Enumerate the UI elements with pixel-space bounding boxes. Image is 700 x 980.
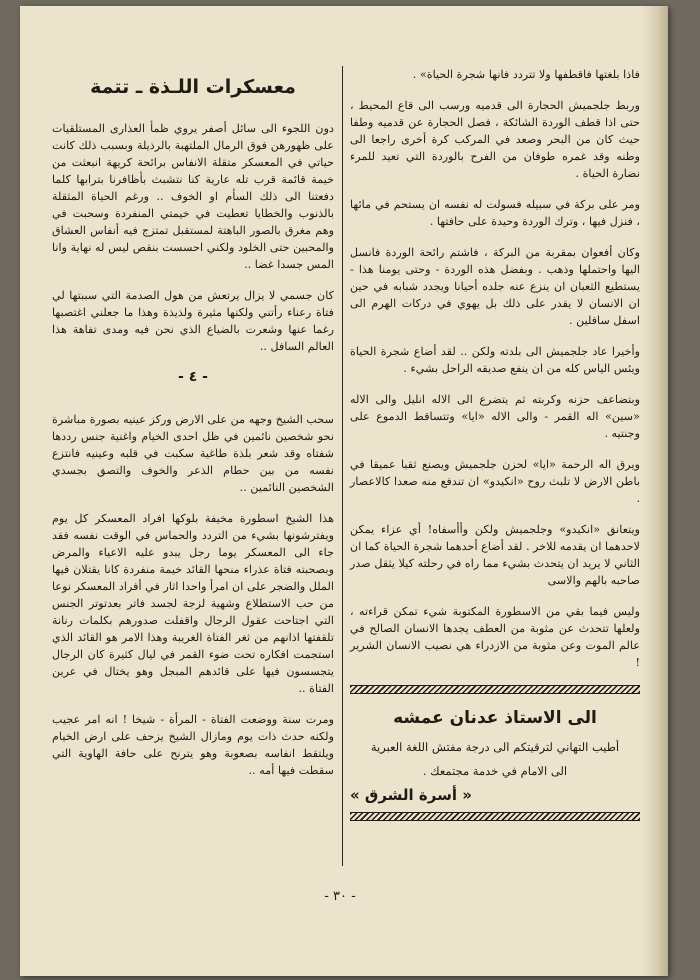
magazine-page [20,6,668,976]
right-column [350,66,640,831]
notice-signature: « أسرة الشرق » [350,786,472,804]
paragraph: وليس فيما بقي من الاسطورة المكتوبة شيء تمكن قراءته ، ولعلها تتحدث عن مثوبة من العطف يجدها الانسان الصالح في عالم الموت وعن مثوبة من الازدراء هي نصيب الانسان الشرير ! [350,605,640,669]
decorative-rule-bottom [350,812,640,821]
paragraph: وربط جلجميش الحجارة الى قدميه ورسب الى قاع المحيط ، حتى اذا قطف الوردة الشائكة ، فصل الحجارة عن قدميه وطفا حيث كان من البحر وصعد في المركب كرة أخرى راجعا الى وطنه وقد غمره طوفان من الفرح بالوردة التي تعيد للمرء نضارة الحياة . [350,99,640,180]
paragraph: ومر على بركة في سبيله فسولت له نفسه ان يستحم في مائها ، فنزل فيها ، وترك الوردة وحيدة على حافتها . [350,198,640,228]
column-divider [342,66,343,866]
paragraph: فاذا بلغتها فاقطفها ولا تتردد فانها شجرة الحياة» . [412,68,640,81]
paragraph: ومرت سنة ووضعت الفتاة - المرأة - شيخا ! انه امر عجيب ولكنه حدث ذات يوم ومازال الشيخ يزحف على ارض الخيام ويلتقط انفاسه بصعوبة وهو يترنح على حافة الهاوية التي سقطت فيها أمه .. [52,713,334,777]
page-number: - ٣٠ - [324,889,356,904]
paragraph: ويرق اله الرحمة «ايا» لحزن جلجميش ويصنع ثقبا عميقا في باطن الارض لا تلبث روح «انكيدو» ان تندفع منه صعدا كالاعصار . [350,458,640,505]
section-number: - ٤ - [178,369,208,385]
paragraph: سحب الشيخ وجهه من على الارض وركز عينيه بصورة مباشرة نحو شخصين نائمين في ظل احدى الخيام واغنية جنس رددها شفتاه وقد شعر بلذة طاغية سكبت في قلبه وعينيه فانتزع نفسه من بين حطام الذعر والخوف والتصق بجسدي الشخصين النائمين .. [52,413,334,494]
notice-line-2: الى الامام في خدمة مجتمعك . [422,764,568,778]
page-binding-edge [642,6,668,976]
paragraph: وكان أفعوان بمقربة من البركة ، فاشتم رائحة الوردة فانسل اليها واحتملها وذهب . وبفضل هذه الوردة - وحتى يومنا هذا - يستطيع الثعبان ان ينزع عنه جلده أحيانا ويجدد شبابه في حين ان الانسان لا يقدر على ذلك بل يهوي في دركات الهرم الى اسفل سافلين . [350,246,640,327]
paragraph: كان جسمي لا يزال يرتعش من هول الصدمة التي سببتها لي فتاة رعناء رأتني ولكنها مثيرة ولذيذة وهذا ما جعلني اغتصبها رغما عنها وشعرت بالضياع الذي نحن فيه ومدى تفاهة هذا العالم السافل .. [52,289,334,353]
decorative-rule-top [350,685,640,694]
article-title: معسكرات اللـذة ـ تتمة [90,76,296,98]
paragraph: ويتعانق «انكيدو» وجلجميش ولكن وأأسفاه! أي عزاء يمكن لاحدهما ان يقدمه للاخر . لقد أضاع أحدهما شجرة الحياة كما ان الثاني لا يريد ان يتحدث بشيء مما راه في رحلته كيلا يثقل صدر صاحبه بالهم والاسى [350,523,640,587]
notice-line-1: أطيب التهاني لترقيتكم الى درجة مفتش اللغة العبرية [370,740,620,754]
notice-title: الى الاستاذ عدنان عمشه [393,708,597,728]
paragraph: دون اللجوء الى سائل أصفر يروي ظمأ العذارى المستلقيات على ظهورهن فوق الرمال الملتهبة بالرذيلة وبسبب ذلك كانت حياتي في المعسكر متقلة الانفاس برائحة كريهة انبعثت من خيمة قائمة قرب تله عارية كنا نتشبث بأظافرنا بترابها كلما دفعتنا الى ذلك السأم او الخوف .. ورغم الحياة المثقلة بالذنوب والخطايا تعطيت في خيمتي المنفردة وسحبت في وهم مغرق بالصور الباهتة لمستقبل تمتزج فيه أنفاس العشاق والمحبين حتى الخلود ولكني احسست بنقص ليس له نهاية وانا المس جسدا غضا .. [52,122,334,271]
paragraph: وأخيرا عاد جلجميش الى بلدته ولكن .. لقد أضاع شجرة الحياة ويئس الياس كله من ان ينفع صديقه الراحل بشيء . [350,345,640,375]
paragraph: وبتضاعف حزنه وكربته ثم يتضرع الى الاله انليل والى الاله «سين» اله القمر - والى الاله «ايا» وتتساقط الدموع على وجنتيه . [350,393,640,440]
left-column [52,76,334,793]
paragraph: هذا الشيخ اسطورة مخيفة بلوكها افراد المعسكر كل يوم ويفترشونها بشيء من التردد والحماس في الوقت نفسه فقد جاء الى المعسكر يوما رجل يبدو عليه الاعياء والمرض وبصحبته فتاة عذراء منحها القائد خيمة منفردة كانا يقتلان فيها الملل والضجر على ان امرأ واحدا اثار في أفراد المعسكر نوعا من حب الاستطلاع وشهية لزجة لجسد فاتر بعدتوتر الجنس التي اجتاحت عقول الرجال واقفلت صدورهم بكلمات رنانة تلقفتها اذانهم من ثغر الفتاة الغريبة وهذا الامر هو القائد الذي استجمت افكاره تحت ضوء القمر في ليال كثيرة كان الرجال يتجسسون فيها على قائدهم المبجل وهو يختال في عرين الفتاة .. [52,512,334,695]
